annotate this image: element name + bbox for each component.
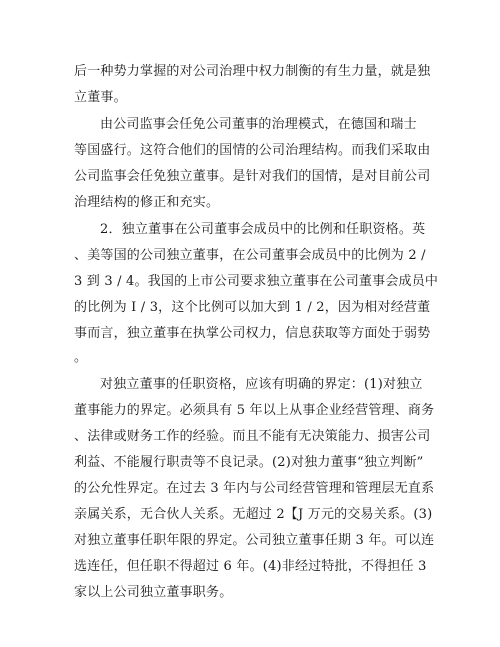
text-line: 董事能力的界定。必须具有 5 年以上从事企业经营管理、商务 <box>74 403 435 418</box>
text-line: 等国盛行。这符合他们的国情的公司治理结构。而我们采取由 <box>74 143 431 158</box>
text-line: 、法律或财务工作的经验。而且不能有无决策能力、损害公司 <box>74 429 431 444</box>
text-line: 2．独立董事在公司董事会成员中的比例和任职资格。英 <box>100 222 426 237</box>
text-line: 对独立董事任职年限的界定。公司独立董事任期 3 年。可以连 <box>74 533 435 548</box>
text-line: 对独立董事的任职资格，应该有明确的界定：(1)对独立 <box>100 377 423 392</box>
text-line: 由公司监事会任免公司董事的治理模式，在德国和瑞士 <box>100 117 417 132</box>
text-line: 亲属关系，无合伙人关系。无超过 2【J 万元的交易关系。(3) <box>74 507 433 522</box>
text-line: 3 到 3 / 4。我国的上市公司要求独立董事在公司董事会成员中 <box>74 274 439 289</box>
text-line: 的公允性界定。在过去 3 年内与公司经营管理和管理层无直系 <box>74 481 435 496</box>
text-line: 公司监事会任免独立董事。是针对我们的国情，是对目前公司 <box>74 169 431 184</box>
text-line: 。 <box>74 350 88 365</box>
text-line: 利益、不能履行职责等不良记录。(2)对独力董事“独立判断” <box>74 455 424 470</box>
text-line: 事而言，独立董事在执掌公司权力，信息获取等方面处于弱势 <box>74 326 431 341</box>
text-line: 的比例为 I / 3，这个比例可以加大到 1 / 2，因为相对经营董 <box>74 300 431 315</box>
text-line: 治理结构的修正和充实。 <box>74 195 220 210</box>
text-line: 选连任，但任职不得超过 6 年。(4)非经过特批，不得担任 3 <box>74 559 427 574</box>
text-line: 家以上公司独立董事职务。 <box>74 585 233 600</box>
text-line: 后一种势力掌握的对公司治理中权力制衡的有生力量，就是独 <box>74 64 431 79</box>
text-line: 、美等国的公司独立董事，在公司董事会成员中的比例为 2 / <box>74 248 426 263</box>
text-line: 立董事。 <box>74 90 127 105</box>
